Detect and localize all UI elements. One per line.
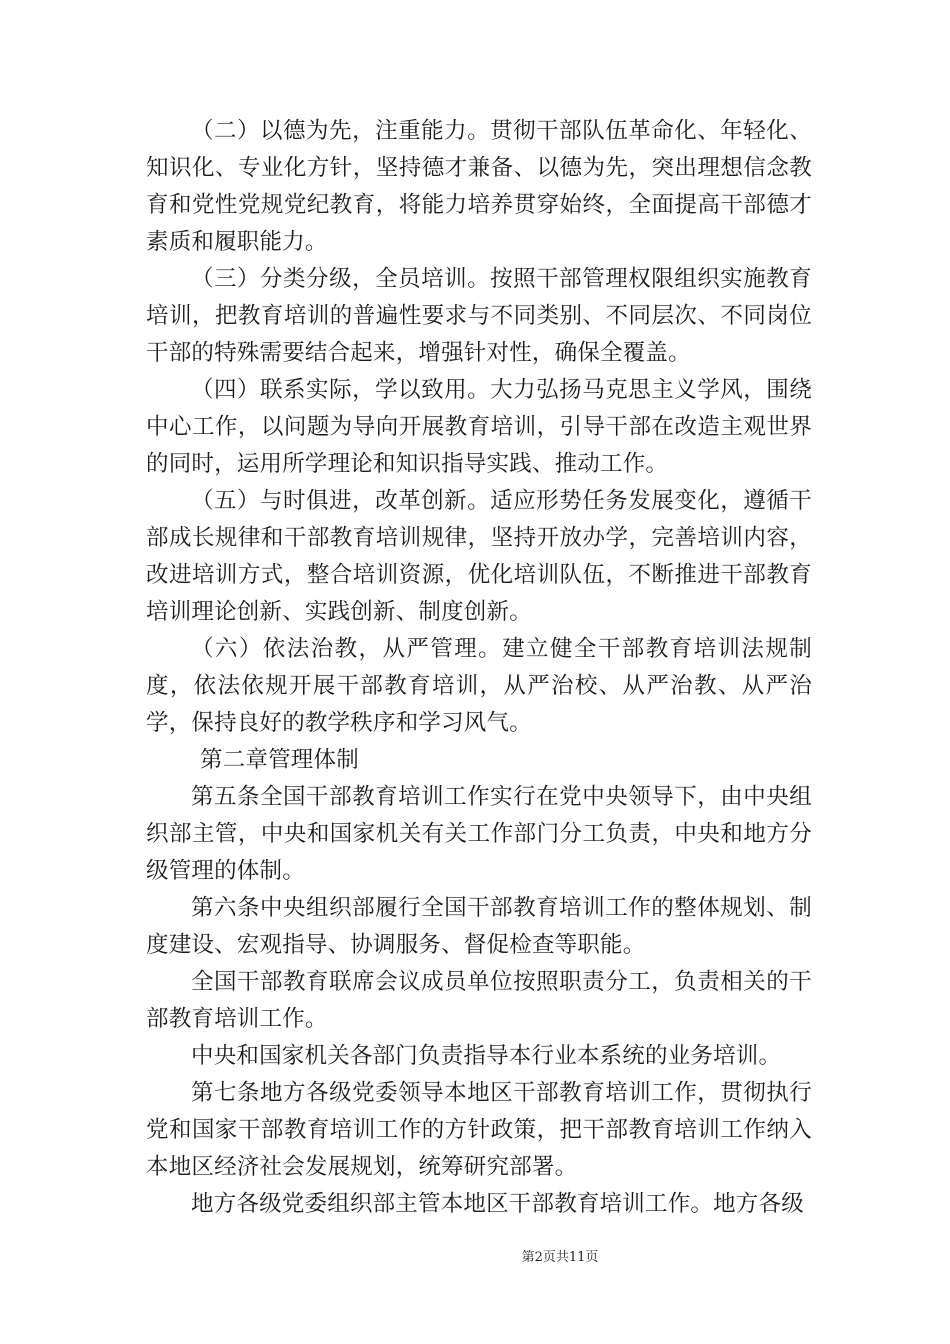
chapter-heading: 第二章管理体制: [200, 747, 359, 773]
paragraph-principle-6: （六）依法治教，从严管理。建立健全干部教育培训法规制度，依法依规开展干部教育培训，从严治校、从严治教、从严治学，保持良好的教学秩序和学习风气。: [146, 636, 812, 736]
document-body: [146, 113, 812, 1223]
paragraph-principle-3: （三）分类分级，全员培训。按照干部管理权限组织实施教育培训，把教育培训的普遍性要求与不同类别、不同层次、不同岗位干部的特殊需要结合起来，增强针对性，确保全覆盖。: [146, 266, 812, 366]
footer-total-pages: 11: [568, 1250, 586, 1265]
paragraph-central-departments: 中央和国家机关各部门负责指导本行业本系统的业务培训。: [191, 1043, 782, 1069]
paragraph-article-5: 第五条全国干部教育培训工作实行在党中央领导下，由中央组织部主管，中央和国家机关有关工作部门分工负责，中央和地方分级管理的体制。: [146, 784, 812, 884]
page-footer: [0, 1250, 950, 1266]
footer-page-prefix: 第: [521, 1250, 535, 1265]
footer-page-suffix: 页: [585, 1250, 599, 1265]
paragraph-article-7: 第七条地方各级党委领导本地区干部教育培训工作，贯彻执行党和国家干部教育培训工作的方针政策，把干部教育培训工作纳入本地区经济社会发展规划，统筹研究部署。: [146, 1080, 812, 1180]
paragraph-principle-5: （五）与时俱进，改革创新。适应形势任务发展变化，遵循干部成长规律和干部教育培训规律，坚持开放办学，完善培训内容，改进培训方式，整合培训资源，优化培训队伍，不断推进干部教育培训理论创新、实践创新、制度创新。: [146, 488, 812, 625]
footer-current-page: 2: [534, 1250, 543, 1265]
paragraph-principle-2: （二）以德为先，注重能力。贯彻干部队伍革命化、年轻化、知识化、专业化方针，坚持德才兼备、以德为先，突出理想信念教育和党性党规党纪教育，将能力培养贯穿始终，全面提高干部德才素质和履职能力。: [146, 118, 812, 255]
footer-page-middle: 页共: [542, 1250, 569, 1265]
paragraph-local-organization: 地方各级党委组织部主管本地区干部教育培训工作。地方各级: [191, 1191, 804, 1217]
paragraph-principle-4: （四）联系实际，学以致用。大力弘扬马克思主义学风，围绕中心工作，以问题为导向开展教育培训，引导干部在改造主观世界的同时，运用所学理论和知识指导实践、推动工作。: [146, 377, 812, 477]
paragraph-article-6: 第六条中央组织部履行全国干部教育培训工作的整体规划、制度建设、宏观指导、协调服务、督促检查等职能。: [146, 895, 812, 958]
paragraph-joint-meeting: 全国干部教育联席会议成员单位按照职责分工，负责相关的干部教育培训工作。: [146, 969, 812, 1032]
